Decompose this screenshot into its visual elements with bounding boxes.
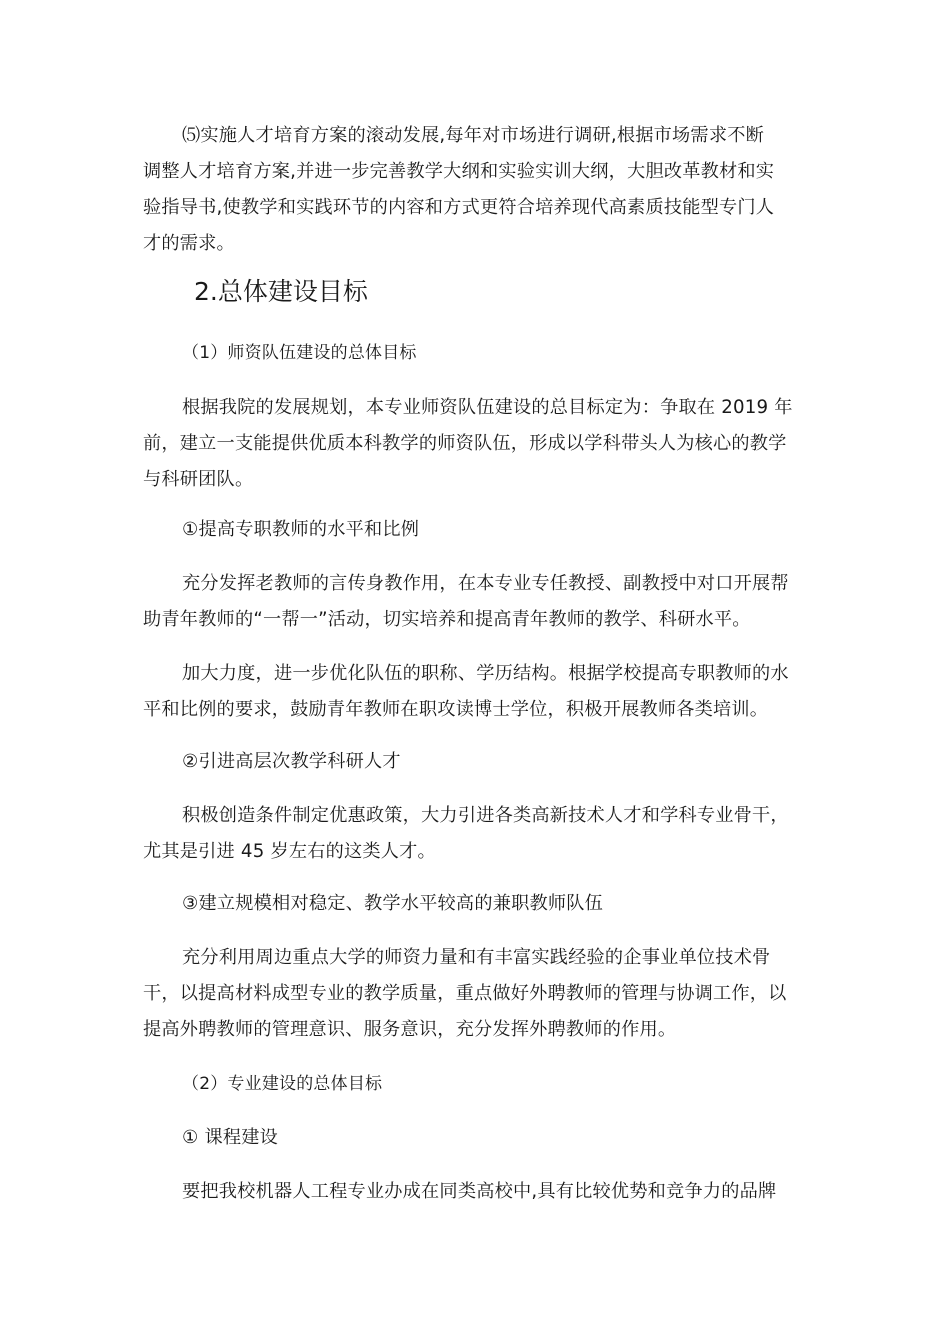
paragraph-line: 才的需求。	[143, 233, 235, 254]
paragraph-line: 要把我校机器人工程专业办成在同类高校中,具有比较优势和竞争力的品牌	[182, 1181, 777, 1202]
paragraph-line: 充分利用周边重点大学的师资力量和有丰富实践经验的企事业单位技术骨	[182, 947, 771, 968]
subsection-title: （2）专业建设的总体目标	[182, 1074, 383, 1094]
subsection-item: ① 课程建设	[182, 1127, 279, 1148]
paragraph-line: 调整人才培育方案,并进一步完善教学大纲和实验实训大纲，大胆改革教材和实	[143, 161, 775, 182]
paragraph-line: ⑸实施人才培育方案的滚动发展,每年对市场进行调研,根据市场需求不断	[182, 125, 764, 146]
paragraph-line: 助青年教师的“一帮一”活动，切实培养和提高青年教师的教学、科研水平。	[143, 609, 751, 630]
paragraph-line: 与科研团队。	[143, 469, 254, 490]
paragraph-line: 提高外聘教师的管理意识、服务意识，充分发挥外聘教师的作用。	[143, 1019, 677, 1040]
subsection-item: ①提高专职教师的水平和比例	[182, 519, 420, 540]
paragraph-line: 积极创造条件制定优惠政策，大力引进各类高新技术人才和学科专业骨干，	[182, 805, 789, 826]
paragraph-line: 加大力度，进一步优化队伍的职称、学历结构。根据学校提高专职教师的水	[182, 663, 789, 684]
paragraph-line: 验指导书,使教学和实践环节的内容和方式更符合培养现代高素质技能型专门人	[143, 197, 775, 218]
paragraph-line: 尤其是引进 45 岁左右的这类人才。	[143, 841, 436, 862]
paragraph-line: 充分发挥老教师的言传身教作用，在本专业专任教授、副教授中对口开展帮	[182, 573, 789, 594]
paragraph-line: 前，建立一支能提供优质本科教学的师资队伍，形成以学科带头人为核心的教学	[143, 433, 787, 454]
paragraph-line: 平和比例的要求，鼓励青年教师在职攻读博士学位，积极开展教师各类培训。	[143, 699, 769, 720]
subsection-item: ②引进高层次教学科研人才	[182, 751, 401, 772]
paragraph-line: 干，以提高材料成型专业的教学质量，重点做好外聘教师的管理与协调工作，以	[143, 983, 787, 1004]
section-heading: 2.总体建设目标	[194, 277, 368, 306]
paragraph-line: 根据我院的发展规划，本专业师资队伍建设的总目标定为：争取在 2019 年	[182, 397, 793, 418]
subsection-item: ③建立规模相对稳定、教学水平较高的兼职教师队伍	[182, 893, 604, 914]
subsection-title: （1）师资队伍建设的总体目标	[182, 343, 417, 363]
